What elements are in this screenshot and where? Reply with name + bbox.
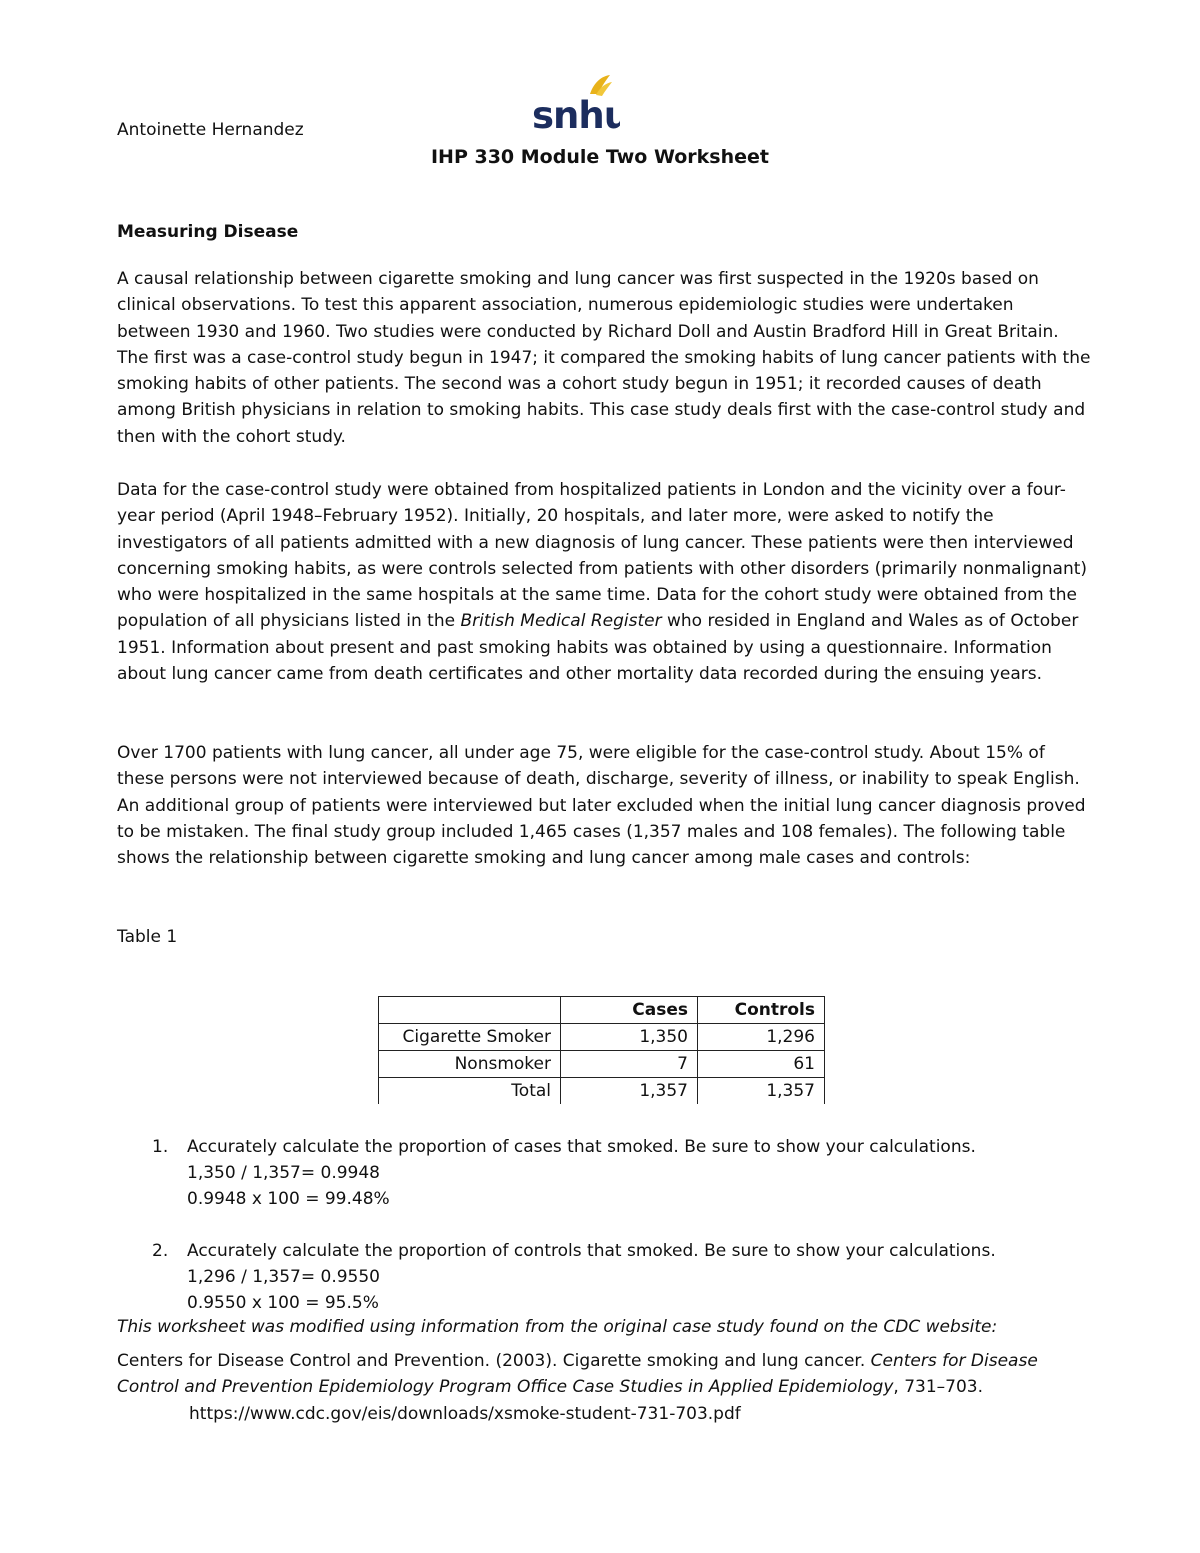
section-heading: Measuring Disease [117,222,299,242]
register-name: British Medical Register [460,611,662,632]
snhu-logo [530,72,620,134]
paragraph-data-sources [117,477,1092,687]
table-row [379,1051,825,1078]
question-2 [152,1238,996,1316]
table-cell: 1,350 [561,1024,698,1051]
paragraph-text: Data for the case-control study were obtained from hospitalized patients in London and the vicinity over a four-year period (April 1948–February 1952). Initially, 20 hospitals, and later more, were asked to notify the investigators of all patients admitted with a new diagnosis of lung cancer. These patients were then interviewed concerning smoking habits, as were controls selected from patients with other disorders (primarily nonmalignant) who were hospitalized in the same hospitals at the same time. Data for the cohort study were obtained from the population of all physicians listed in the [117,480,1088,632]
reference-pages: , 731–703. [893,1377,983,1398]
reference-url-link[interactable]: https://www.cdc.gov/eis/downloads/xsmoke-student-731-703.pdf [189,1403,741,1424]
table-cell: Cigarette Smoker [379,1024,561,1051]
table-cell: 1,357 [561,1078,698,1105]
snhu-logo-mark [530,72,620,134]
table-cell: 61 [698,1051,825,1078]
reference-text: Centers for Disease Control and Prevention. (2003). Cigarette smoking and lung cancer. [117,1351,871,1371]
table-cell: Total [379,1078,561,1105]
reference [117,1348,1092,1427]
question-1 [152,1134,976,1212]
table-row [379,1078,825,1105]
svg-text:snhu: snhu [532,94,620,134]
answer-line: 0.9550 x 100 = 95.5% [187,1293,379,1313]
smoking-table [378,996,825,1104]
paragraph-intro: A causal relationship between cigarette smoking and lung cancer was first suspected in the 1920s based on clinical observations. To test this apparent association, numerous epidemiologic studies were undertaken between 1930 and 1960. Two studies were conducted by Richard Doll and Austin Bradford Hill in Great Britain. The first was a case-control study begun in 1947; it compared the smoking habits of lung cancer patients with the smoking habits of other patients. The second was a cohort study begun in 1951; it recorded causes of death among British physicians in relation to smoking habits. This case study deals first with the case-control study and then with the cohort study. [117,269,1091,447]
table-cell: Nonsmoker [379,1051,561,1078]
worksheet-title: IHP 330 Module Two Worksheet [430,146,769,168]
answer-line: 0.9948 x 100 = 99.48% [187,1189,390,1209]
table-label: Table 1 [117,927,178,947]
table-header-cell: Cases [561,997,698,1024]
answer-line: 1,296 / 1,357= 0.9550 [187,1267,381,1287]
table-row [379,1024,825,1051]
question-number: 1. [152,1137,169,1157]
question-prompt: Accurately calculate the proportion of cases that smoked. Be sure to show your calculations. [187,1137,976,1157]
answer-line: 1,350 / 1,357= 0.9948 [187,1163,381,1183]
table-header-cell: Controls [698,997,825,1024]
table-cell: 1,296 [698,1024,825,1051]
question-number: 2. [152,1241,169,1261]
paragraph-study-group: Over 1700 patients with lung cancer, all under age 75, were eligible for the case-control study. About 15% of these persons were not interviewed because of death, discharge, severity of illness, or inability to speak English. An additional group of patients were interviewed but later excluded when the initial lung cancer diagnosis proved to be mistaken. The final study group included 1,465 cases (1,357 males and 108 females). The following table shows the relationship between cigarette smoking and lung cancer among male cases and controls: [117,743,1086,869]
table-cell: 1,357 [698,1078,825,1105]
table-header-row [379,997,825,1024]
table-header-cell [379,997,561,1024]
paragraph-text: who resided in England and Wales as of October 1951. Information about present and past smoking habits was obtained by using a questionnaire. Information about lung cancer came from death certificates and other mortality data recorded during the ensuing years. [117,611,1079,685]
author-name: Antoinette Hernandez [117,120,304,140]
question-prompt: Accurately calculate the proportion of controls that smoked. Be sure to show your calculations. [187,1241,996,1261]
table-cell: 7 [561,1051,698,1078]
reference-source-title: Centers for Disease Control and Prevention Epidemiology Program Office Case Studies in Applied Epidemiology [117,1351,1038,1398]
source-note: This worksheet was modified using information from the original case study found on the CDC website: [117,1317,998,1337]
